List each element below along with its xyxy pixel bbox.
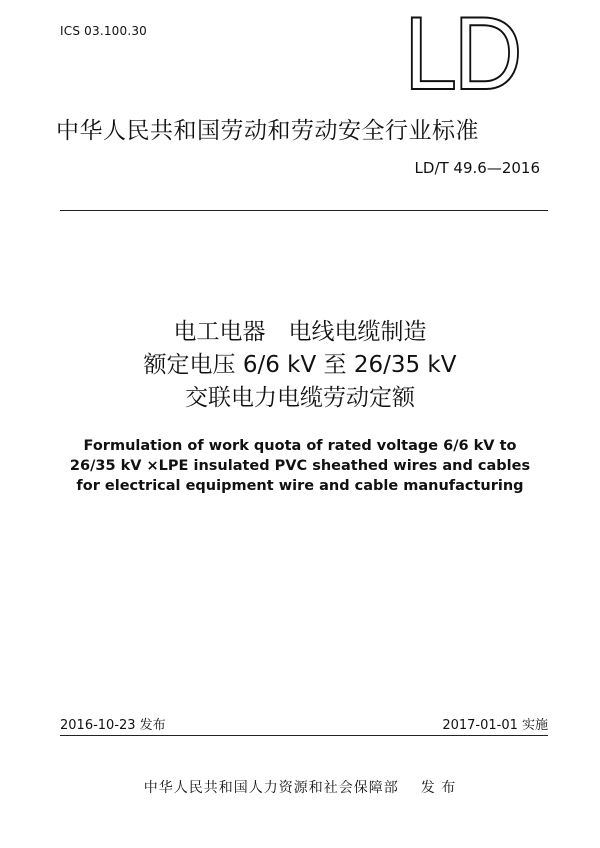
ics-code: ICS 03.100.30 [60, 24, 148, 38]
english-title-line-1: Formulation of work quota of rated voltage 6/6 kV to [83, 438, 517, 454]
chinese-title-line-2: 额定电压 6/6 kV 至 26/35 kV [143, 352, 457, 378]
implementation-date: 2017-01-01 实施 [442, 718, 548, 733]
publisher-name: 中华人民共和国人力资源和社会保障部 [143, 780, 399, 796]
organization-title: 中华人民共和国劳动和劳动安全行业标准 [56, 118, 479, 144]
ld-logo: LD [404, 0, 519, 112]
publisher-line [0, 777, 600, 797]
chinese-title-line-1: 电工电器 电线电缆制造 [173, 319, 427, 345]
chinese-title-line-3: 交联电力电缆劳动定额 [185, 385, 415, 411]
bottom-divider [60, 735, 548, 736]
english-title-line-2: 26/35 kV ×LPE insulated PVC sheathed wires and cables [69, 458, 531, 474]
top-divider [60, 210, 548, 211]
issue-date: 2016-10-23 发布 [60, 718, 166, 733]
english-title [0, 436, 600, 496]
publish-action: 发 布 [420, 780, 457, 796]
chinese-title [0, 316, 600, 415]
english-title-line-3: for electrical equipment wire and cable manufacturing [76, 478, 524, 494]
standard-number: LD/T 49.6—2016 [414, 159, 540, 177]
